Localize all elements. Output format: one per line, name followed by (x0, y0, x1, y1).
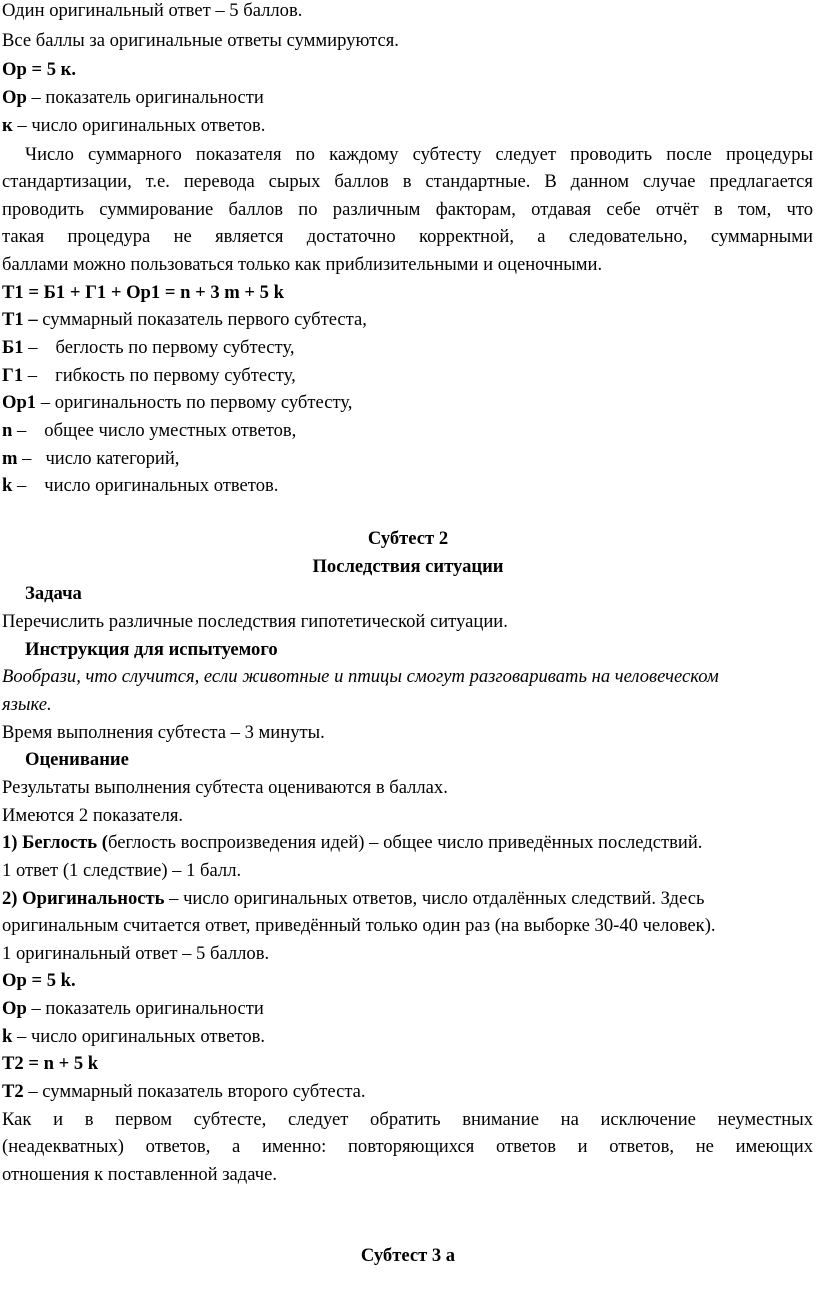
formula-t2 (2, 1050, 813, 1077)
text-line: Один оригинальный ответ – 5 баллов. (2, 0, 303, 21)
italic-text: языке. (2, 694, 52, 715)
title-text: Субтест 3 а (360, 1245, 456, 1266)
task-text: Перечислить различные последствия гипотетической ситуации. (2, 611, 508, 632)
indicator-fluency (2, 829, 813, 856)
definition-text: общее число уместных ответов, (44, 420, 297, 441)
dash: – (22, 448, 32, 469)
instruction-text (2, 663, 813, 690)
definition-n (2, 417, 813, 444)
paragraph-line: такая процедура не является достаточно корректной, а следовательно, суммарными (2, 226, 813, 247)
formula-text: Т1 = Б1 + Г1 + Ор1 = n + 3 m + 5 k (2, 282, 284, 303)
definition-text: – показатель оригинальности (26, 87, 264, 108)
formula-text: Т2 = n + 5 k (2, 1053, 99, 1074)
heading-text: Задача (25, 583, 82, 604)
evaluation-heading (2, 746, 813, 773)
definition-g1 (2, 362, 813, 389)
paragraph-line: стандартизации, т.е. перевода сырых баллов в стандартные. В данном случае предлагается (2, 171, 813, 192)
definition-text: – число оригинальных ответов. (12, 115, 266, 136)
formula-op (2, 967, 813, 994)
heading-text: Инструкция для испытуемого (25, 639, 278, 660)
definition-t2 (2, 1078, 813, 1105)
paragraph-line: Как и в первом субтесте, следует обратить внимание на исключение неуместных (2, 1109, 813, 1130)
definition-text: – число оригинальных ответов. (12, 1026, 266, 1047)
instruction-heading (2, 636, 813, 663)
term: Т1 – (2, 309, 38, 330)
definition-op (2, 995, 813, 1022)
definition-k2 (2, 472, 813, 499)
definition-op1 (2, 389, 813, 416)
definition-op (2, 84, 813, 111)
section-subtitle (0, 553, 816, 580)
text-line: оригинальным считается ответ, приведённый только один раз (на выборке 30-40 человек). (2, 915, 716, 936)
paragraph-line: отношения к поставленной задаче. (2, 1164, 278, 1185)
formula-text: Ор = 5 k. (2, 970, 76, 991)
indicator-originality (2, 885, 813, 912)
paragraph-line: баллами можно пользоваться только как приблизительными и оценочными. (2, 254, 603, 275)
text-line: Имеются 2 показателя. (2, 805, 184, 826)
term: n (2, 420, 13, 441)
term: Ор1 (2, 392, 37, 413)
formula-op (2, 56, 813, 83)
definition-b1 (2, 334, 813, 361)
term: к (2, 115, 13, 136)
definition-k (2, 112, 813, 139)
term: 1) Беглость ( (2, 832, 108, 853)
term: k (2, 1026, 13, 1047)
subtitle-text: Последствия ситуации (312, 556, 504, 577)
dash: – (27, 365, 38, 386)
section-title (0, 1242, 816, 1269)
definition-text: гибкость по первому субтесту, (55, 365, 296, 386)
time-text: Время выполнения субтеста – 3 минуты. (2, 722, 325, 743)
term: Б1 (2, 337, 24, 358)
task-heading (2, 580, 813, 607)
text-line: Все баллы за оригинальные ответы суммируются. (2, 30, 399, 51)
definition-text: число оригинальных ответов. (44, 475, 279, 496)
text-line: 1 оригинальный ответ – 5 баллов. (2, 943, 270, 964)
term: k (2, 475, 13, 496)
italic-text: Вообрази, что случится, если животные и птицы смогут разговаривать на человеческом (2, 666, 719, 687)
heading-text: Оценивание (25, 749, 129, 770)
definition-text: – число оригинальных ответов, число отдалённых следствий. Здесь (164, 888, 705, 909)
term: 2) Оригинальность (2, 888, 165, 909)
dash: – (28, 337, 38, 358)
definition-text: суммарный показатель первого субтеста, (37, 309, 367, 330)
instruction-text (2, 691, 813, 718)
term: Ор (2, 87, 27, 108)
text-line: Результаты выполнения субтеста оцениваются в баллах. (2, 777, 448, 798)
paragraph-line: Число суммарного показателя по каждому субтесту следует проводить после процедуры (25, 144, 813, 165)
paragraph-line: (неадекватных) ответов, а именно: повторяющихся ответов и ответов, не имеющих (2, 1136, 813, 1157)
definition-text: число категорий, (45, 448, 180, 469)
term: Г1 (2, 365, 24, 386)
definition-text: – суммарный показатель второго субтеста. (23, 1081, 366, 1102)
definition-k (2, 1023, 813, 1050)
definition-text: беглость воспроизведения идей) – общее число приведённых последствий. (107, 832, 703, 853)
definition-m (2, 445, 813, 472)
section-title (0, 525, 816, 552)
formula-t1 (2, 279, 813, 306)
dash: – (17, 475, 27, 496)
term: m (2, 448, 18, 469)
formula-text: Ор = 5 к. (2, 59, 77, 80)
dash: – (17, 420, 27, 441)
definition-text: – оригинальность по первому субтесту, (36, 392, 353, 413)
term: Т2 (2, 1081, 24, 1102)
paragraph-line: проводить суммирование баллов по различным факторам, отдавая себе отчёт в том, что (2, 199, 813, 220)
title-text: Субтест 2 (367, 528, 449, 549)
definition-t1 (2, 306, 813, 333)
definition-text: – показатель оригинальности (26, 998, 264, 1019)
text-line: 1 ответ (1 следствие) – 1 балл. (2, 860, 242, 881)
definition-text: беглость по первому субтесту, (55, 337, 295, 358)
term: Ор (2, 998, 27, 1019)
